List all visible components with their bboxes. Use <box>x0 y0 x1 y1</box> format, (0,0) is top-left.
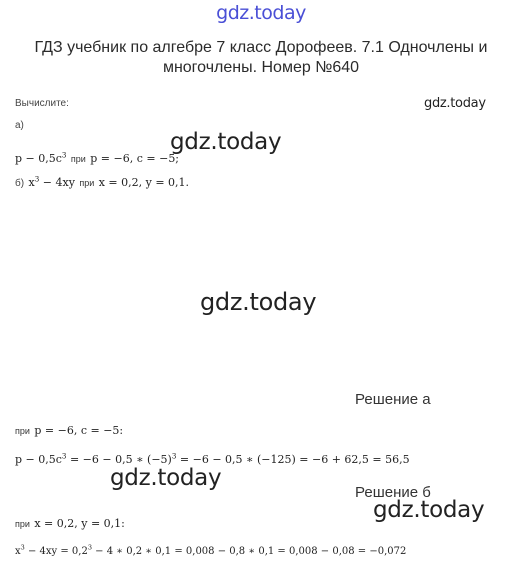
solution-b-heading: Решение б <box>355 484 431 501</box>
watermark-2: gdz.today <box>200 288 317 316</box>
site-logo[interactable]: gdz.today <box>216 2 306 24</box>
part-b-task: б) $x^3 - 4xy$ при x = 0,2, y = 0,1. <box>15 174 190 189</box>
part-b-expression: $x^3 - 4xy$ <box>28 174 75 189</box>
part-b-condition: x = 0,2, y = 0,1. <box>98 176 190 189</box>
solution-b-condition: при x = 0,2, y = 0,1: <box>15 517 125 530</box>
page-title: ГДЗ учебник по алгебре 7 класс Дорофеев. 7.1 Одночлены и многочлены. Номер №640 <box>34 39 488 76</box>
part-a-task: $p - 0,5c^3$ при p = −6, c = −5; <box>15 150 180 165</box>
watermark-small: gdz.today <box>424 96 486 111</box>
solution-a-condition: при p = −6, c = −5: <box>15 424 124 437</box>
solution-a-heading: Решение а <box>355 391 431 408</box>
watermark-3: gdz.today <box>110 465 222 491</box>
watermark-1: gdz.today <box>170 129 282 155</box>
part-a-condition: p = −6, c = −5; <box>90 152 180 165</box>
watermark-4: gdz.today <box>373 497 485 523</box>
solution-b-calculation: $x^3 - 4xy = 0,2^3 - 4$ ∗ 0,2 ∗ 0,1 = 0,008 − 0,8 ∗ 0,1 = 0,008 − 0,08 = −0,072 <box>15 543 407 557</box>
task-label: Вычислите: <box>15 98 69 109</box>
part-a-label: а) <box>15 120 24 131</box>
part-a-expression: $p - 0,5c^3$ <box>15 150 67 165</box>
solution-a-calculation: $p - 0,5c^3 = -6 - 0,5$ ∗ $(-5)^3 = -6 - 0,5$ ∗ (−125) = −6 + 62,5 = 56,5 <box>15 451 410 466</box>
